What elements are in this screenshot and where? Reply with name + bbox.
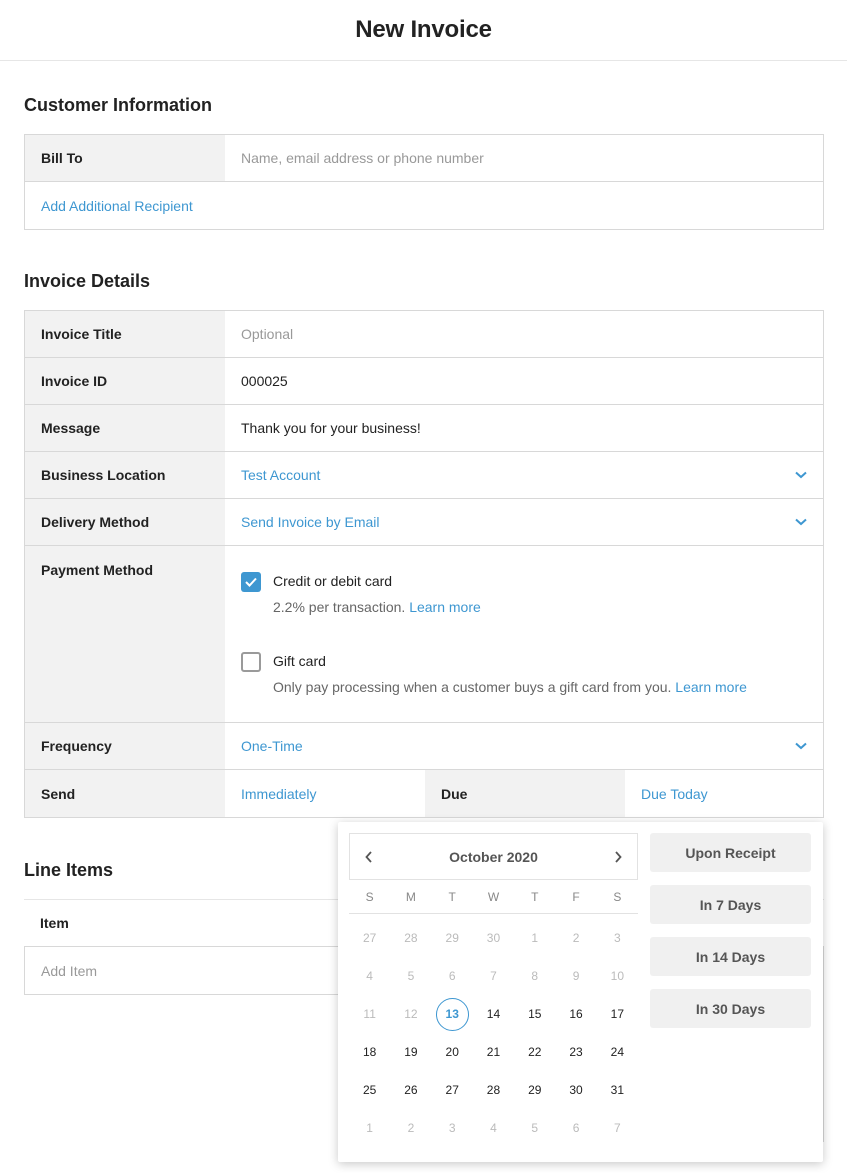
- frequency-select[interactable]: [225, 723, 823, 769]
- invoice-title-row: [25, 311, 823, 358]
- chevron-down-icon: [795, 742, 807, 750]
- send-label: Send: [25, 770, 225, 817]
- calendar-day-label: 13: [436, 998, 469, 1031]
- business-location-label: Business Location: [25, 452, 225, 498]
- calendar-day: 3: [613, 931, 621, 945]
- due-label: Due: [425, 770, 625, 817]
- payment-method-label: Payment Method: [25, 546, 225, 722]
- calendar-day: 2: [572, 931, 580, 945]
- weekday-label: S: [613, 890, 622, 904]
- gift-card-learn-more[interactable]: Learn more: [675, 679, 747, 695]
- calendar-day: 10: [610, 969, 624, 983]
- send-select[interactable]: Immediately: [241, 785, 317, 802]
- calendar-day[interactable]: 30: [569, 1083, 583, 1097]
- calendar-day[interactable]: 21: [486, 1045, 501, 1059]
- payment-method-row: [25, 546, 823, 723]
- due-date-popover: [338, 822, 823, 1162]
- chevron-right-icon[interactable]: [613, 851, 623, 863]
- invoice-id-row: [25, 358, 823, 405]
- chevron-down-icon: [795, 471, 807, 479]
- calendar-day[interactable]: 17: [610, 1007, 624, 1021]
- line-items-section-title: Line Items: [24, 860, 114, 880]
- page-title: New Invoice: [355, 16, 492, 43]
- due-option-button[interactable]: In 7 Days: [650, 885, 811, 924]
- weekday-label: T: [531, 890, 539, 904]
- calendar-week: [349, 919, 638, 957]
- calendar-day: 1: [366, 1121, 373, 1135]
- bill-to-label: Bill To: [25, 135, 225, 181]
- delivery-method-row: [25, 499, 823, 546]
- calendar-week: [349, 957, 638, 995]
- weekday-label: S: [365, 890, 374, 904]
- calendar-week: [349, 995, 638, 1033]
- checkmark-icon: [245, 577, 257, 587]
- calendar-day: 11: [363, 1007, 376, 1021]
- calendar-day: 3: [448, 1121, 456, 1135]
- calendar-day: 28: [404, 931, 418, 945]
- delivery-method-value: Send Invoice by Email: [241, 514, 380, 530]
- weekday-label: W: [487, 890, 500, 904]
- business-location-row: [25, 452, 823, 499]
- business-location-select[interactable]: [225, 452, 823, 498]
- credit-card-label: Credit or debit card: [273, 573, 393, 589]
- calendar-day[interactable]: 15: [528, 1007, 542, 1021]
- gift-card-desc-text: Only pay processing when a customer buys a gift card from you.: [273, 679, 672, 695]
- calendar-day: 30: [486, 931, 501, 945]
- credit-card-desc-text: 2.2% per transaction.: [273, 599, 406, 615]
- due-select[interactable]: Due Today: [641, 785, 708, 802]
- calendar-month: October 2020: [449, 848, 538, 865]
- weekday-label: T: [448, 890, 456, 904]
- message-row: [25, 405, 823, 452]
- calendar-day[interactable]: 18: [362, 1045, 377, 1059]
- due-option-button[interactable]: In 14 Days: [650, 937, 811, 976]
- due-option-button[interactable]: In 30 Days: [650, 989, 811, 1028]
- chevron-down-icon: [795, 518, 807, 526]
- calendar-day[interactable]: 20: [445, 1045, 459, 1059]
- frequency-row: [25, 723, 823, 770]
- message-label: Message: [25, 405, 225, 451]
- calendar-day: 8: [531, 969, 539, 983]
- bill-to-row: [25, 135, 823, 182]
- calendar-day: 7: [490, 969, 497, 983]
- calendar-day: 12: [404, 1007, 418, 1021]
- calendar-header: [349, 833, 638, 880]
- credit-card-desc: [273, 599, 481, 615]
- calendar-day[interactable]: 19: [404, 1045, 418, 1059]
- gift-card-checkbox[interactable]: [241, 652, 261, 672]
- calendar: [349, 833, 638, 1147]
- header: [0, 0, 847, 61]
- calendar-day: 2: [407, 1121, 415, 1135]
- invoice-id-label: Invoice ID: [25, 358, 225, 404]
- message-input[interactable]: Thank you for your business!: [241, 420, 421, 436]
- weekday-header: [349, 880, 638, 914]
- gift-card-desc: [273, 679, 747, 695]
- calendar-day: 4: [366, 969, 373, 983]
- customer-table: [24, 134, 824, 230]
- calendar-day-selected[interactable]: [432, 995, 473, 1033]
- delivery-method-select[interactable]: [225, 499, 823, 545]
- calendar-day: 29: [445, 931, 459, 945]
- credit-card-checkbox[interactable]: [241, 572, 261, 592]
- weekday-label: F: [572, 890, 580, 904]
- calendar-grid: [349, 919, 638, 1147]
- calendar-day: 5: [531, 1121, 539, 1135]
- calendar-day: 7: [613, 1121, 621, 1135]
- send-due-row: [25, 770, 823, 817]
- calendar-day[interactable]: 27: [445, 1083, 459, 1097]
- calendar-week: [349, 1071, 638, 1109]
- due-option-button[interactable]: Upon Receipt: [650, 833, 811, 872]
- gift-card-label: Gift card: [273, 653, 326, 669]
- invoice-title-label: Invoice Title: [25, 311, 225, 357]
- chevron-left-icon[interactable]: [364, 851, 374, 863]
- calendar-week: [349, 1033, 638, 1071]
- calendar-day: 6: [572, 1121, 580, 1135]
- calendar-day[interactable]: 26: [404, 1083, 418, 1097]
- add-item-placeholder: Add Item: [41, 962, 98, 979]
- add-recipient-link[interactable]: Add Additional Recipient: [41, 197, 193, 214]
- calendar-day: 6: [448, 969, 456, 983]
- business-location-value: Test Account: [241, 467, 321, 483]
- send-due-split: [225, 770, 825, 817]
- item-column-header: Item: [40, 915, 69, 931]
- frequency-label: Frequency: [25, 723, 225, 769]
- calendar-day[interactable]: 14: [486, 1007, 501, 1021]
- calendar-day[interactable]: 25: [362, 1083, 377, 1097]
- calendar-day: 1: [531, 931, 539, 945]
- calendar-day: 9: [572, 969, 580, 983]
- details-section-title: Invoice Details: [24, 271, 151, 291]
- customer-section-title: Customer Information: [24, 95, 213, 115]
- weekday-label: M: [405, 890, 416, 904]
- bill-to-input[interactable]: [225, 135, 823, 181]
- add-recipient-row: [25, 182, 823, 229]
- invoice-title-input[interactable]: [225, 311, 823, 357]
- calendar-day: 5: [407, 969, 415, 983]
- calendar-day[interactable]: 23: [569, 1045, 583, 1059]
- calendar-day[interactable]: 22: [528, 1045, 542, 1059]
- credit-card-learn-more[interactable]: Learn more: [409, 599, 481, 615]
- calendar-day[interactable]: 31: [610, 1083, 624, 1097]
- invoice-title-placeholder: Optional: [241, 326, 294, 342]
- payment-method-options: [225, 546, 823, 722]
- details-table: [24, 310, 824, 818]
- calendar-week: [349, 1109, 638, 1147]
- calendar-day[interactable]: 29: [528, 1083, 542, 1097]
- delivery-method-label: Delivery Method: [25, 499, 225, 545]
- frequency-value: One-Time: [241, 738, 303, 754]
- calendar-day: 4: [490, 1121, 497, 1135]
- calendar-day: 27: [362, 931, 377, 945]
- bill-to-placeholder: Name, email address or phone number: [241, 150, 484, 166]
- calendar-day[interactable]: 16: [569, 1007, 583, 1021]
- calendar-day[interactable]: 28: [486, 1083, 501, 1097]
- calendar-day[interactable]: 24: [610, 1045, 624, 1059]
- invoice-id-input[interactable]: 000025: [241, 373, 288, 389]
